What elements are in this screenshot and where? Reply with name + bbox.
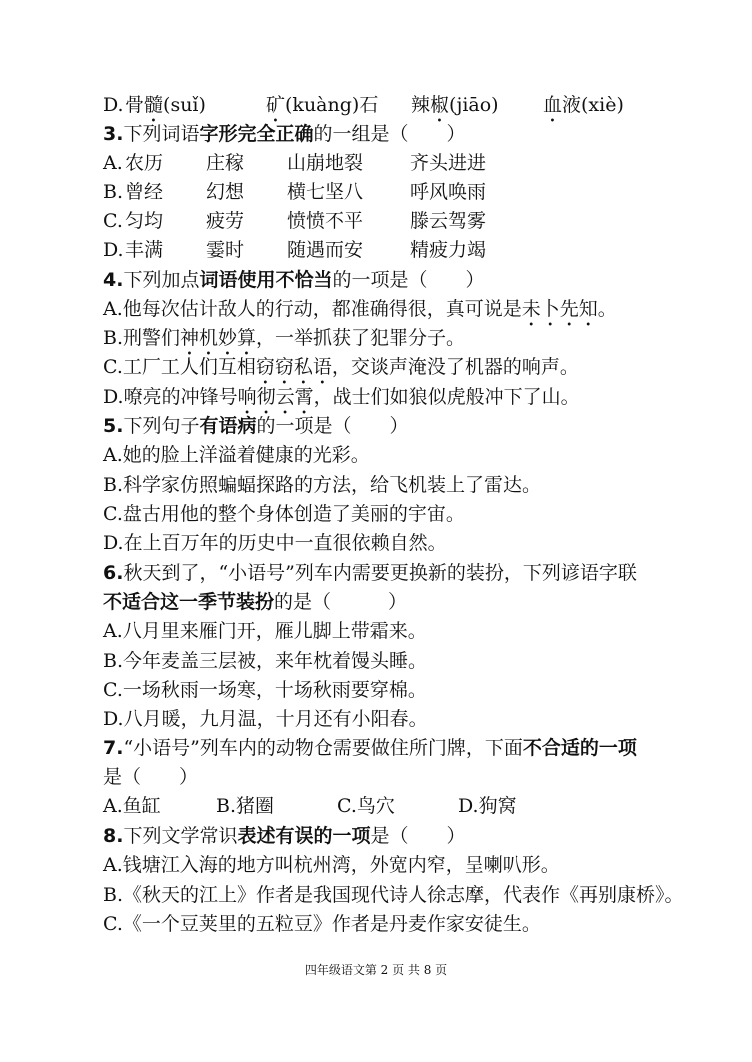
- pinyin-item: 血液(xiè): [543, 94, 624, 116]
- q6-option-b: B.今年麦盖三层被，来年枕着馒头睡。: [103, 650, 428, 672]
- option-d: D.狗窝: [458, 795, 517, 817]
- q3-stem: 3.下列词语字形完全正确的一组是（ ）: [103, 123, 466, 145]
- q6-option-c: C.一场秋雨一场寒，十场秋雨要穿棉。: [103, 679, 427, 701]
- question-number: 5.: [103, 415, 124, 437]
- q4-option-b: B.刑警们神机妙算，一举抓获了犯罪分子。: [103, 327, 466, 349]
- q5-option-d: D.在上百万年的历史中一直很依赖自然。: [103, 532, 447, 554]
- q8-stem: 8.下列文学常识表述有误的一项是（ ）: [103, 825, 466, 847]
- q5-option-b: B.科学家仿照蝙蝠探路的方法，给飞机装上了雷达。: [103, 474, 542, 496]
- q4-option-a: A.他每次估计敌人的行动，都准确得很，真可说是未卜先知。: [103, 298, 617, 320]
- question-number: 6.: [103, 562, 124, 584]
- q4-option-d: D.嘹亮的冲锋号响彻云霄，战士们如狼似虎般冲下了山。: [103, 386, 580, 408]
- q7-stem-line2: 是（ ）: [103, 766, 199, 788]
- option-b: B.猪圈: [216, 795, 275, 817]
- q5-option-a: A.她的脸上洋溢着健康的光彩。: [103, 444, 370, 466]
- pinyin-item: 矿(kuàng)石: [266, 94, 379, 116]
- q5-option-c: C.盘古用他的整个身体创造了美丽的宇宙。: [103, 503, 465, 525]
- q6-stem-line2: 不适合这一季节装扮的是（ ）: [103, 591, 408, 613]
- q8-option-c: C.《一个豆荚里的五粒豆》作者是丹麦作家安徒生。: [103, 913, 541, 935]
- q8-option-a: A.钱塘江入海的地方叫杭州湾，外宽内窄，呈喇叭形。: [103, 854, 560, 876]
- q5-stem: 5.下列句子有语病的一项是（ ）: [103, 415, 409, 437]
- pinyin-item: 骨髓(suǐ): [125, 94, 206, 116]
- option-c: C.鸟穴: [337, 795, 395, 817]
- q8-option-b: B.《秋天的江上》作者是我国现代诗人徐志摩，代表作《再别康桥》。: [103, 884, 684, 906]
- q4-stem: 4.下列加点词语使用不恰当的一项是（ ）: [103, 269, 485, 291]
- question-number: 4.: [103, 269, 124, 291]
- q7-stem-line1: 7.“小语号”列车内的动物仓需要做住所门牌，下面不合适的一项: [103, 737, 637, 759]
- exam-page: D. 骨髓(suǐ) 矿(kuàng)石 辣椒(jiāo) 血液(xiè) 3.下列词语字形完全正确的一组是（ ） A. 农历 庄稼 山崩地裂 齐头进进 B. 曾经 幻想 横七坚八 呼风唤雨 C. 匀均 疲劳 愤愤不平 滕云驾雾 D. 丰满 霎时 随遇而安 精疲力竭 4.下列加点词语使用不恰当的一项是（ ） A.他每次估计敌人的行动，都准确得很，真可说是未卜先知。 B.刑警们神机妙算，一举抓获了犯罪分子。 C.工厂工人们互相窃窃私语，交谈声淹没了机器的响声。 D.嘹亮的冲锋号响彻云霄，战士们如狼似虎般冲下了山。 5.下列句子有语病的一项是（ ） A.她的脸上洋溢着健康的光彩。 B.科学家仿照蝙蝠探路的方法，给飞机装上了雷达。 C.盘古用他的整个身体创造了美丽的宇宙。 D.在上百万年的历史中一直很依赖自然。 6.秋天到了，“小语号”列车内需要更换新的装扮，下列谚语字联 不适合这一季节装扮的是（ ） A.八月里来雁门开，雁儿脚上带霜来。 B.今年麦盖三层被，来年枕着馒头睡。 C.一场秋雨一场寒，十场秋雨要穿棉。 D.八月暖，九月温，十月还有小阳春。 7.“小语号”列车内的动物仓需要做住所门牌，下面不合适的一项 是（ ） A.鱼缸 B.猪圈 C.鸟穴 D.狗窝 8.下列文学常识表述有误的一项是（ ） A.钱塘江入海的地方叫杭州湾，外宽内窄，呈喇叭形。 B.《秋天的江上》作者是我国现代诗人徐志摩，代表作《再别康桥》。 C.《一个豆荚里的五粒豆》作者是丹麦作家安徒生。 四年级语文第 2 页 共 8 页: [0, 0, 752, 1062]
- page-footer: 四年级语文第 2 页 共 8 页: [304, 963, 448, 977]
- question-number: 3.: [103, 123, 124, 145]
- question-number: 8.: [103, 825, 124, 847]
- q6-option-d: D.八月暖，九月温，十月还有小阳春。: [103, 708, 428, 730]
- option-a: A.鱼缸: [103, 795, 161, 817]
- option-label: D.: [103, 94, 124, 116]
- q6-stem-line1: 6.秋天到了，“小语号”列车内需要更换新的装扮，下列谚语字联: [103, 562, 637, 584]
- q6-option-a: A.八月里来雁门开，雁儿脚上带霜来。: [103, 620, 427, 642]
- question-number: 7.: [103, 737, 124, 759]
- pinyin-item: 辣椒(jiāo): [411, 94, 499, 116]
- q4-option-c: C.工厂工人们互相窃窃私语，交谈声淹没了机器的响声。: [103, 356, 579, 378]
